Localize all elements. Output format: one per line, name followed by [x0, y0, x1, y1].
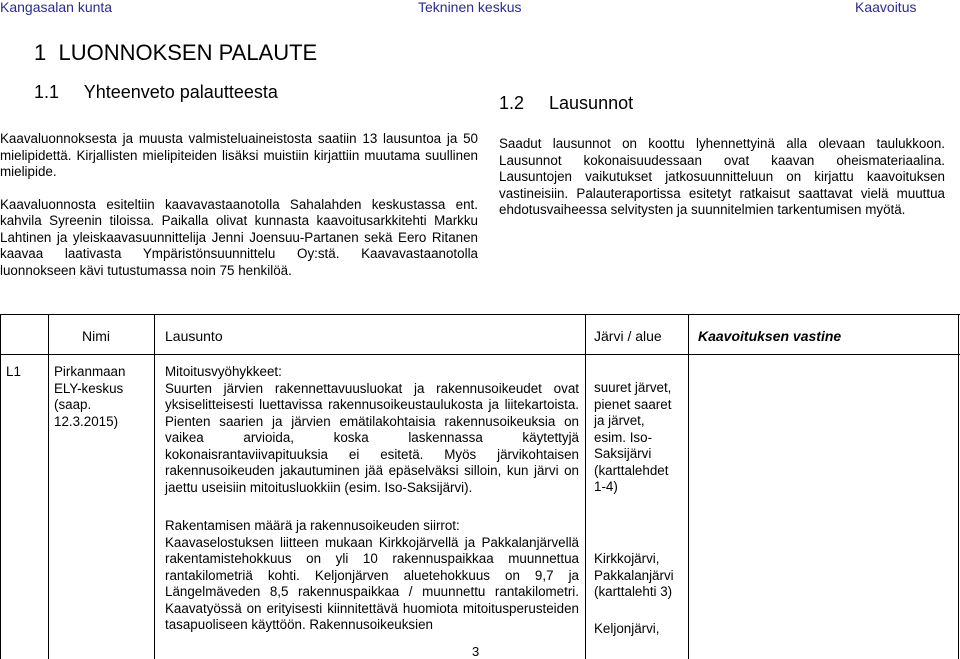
statement-block-construction: [165, 518, 579, 634]
row-name-line: 12.3.2015): [54, 413, 119, 429]
table-header-border: [0, 354, 960, 355]
lake-area-line: Saksijärvi: [594, 446, 652, 461]
page-number: 3: [472, 644, 480, 659]
heading-luonnoksen-palaute: 1 LUONNOKSEN PALAUTE: [34, 40, 318, 65]
lake-area-line: esim. Iso-: [594, 429, 653, 445]
lake-area-1: [594, 380, 686, 496]
statement-block-text: Kaavaselostuksen liitteen mukaan Kirkkojärvellä ja Pakkalanjärvellä rakentamistehokkuus on yli 10 rakennuspaikkaa muunnettua rantakilometriä kohti. Keljonjärven aluetehokkuus on 9,7 ja Längelmäveden 8,5 rakennuspaikkaa / muunnettu rantakilometri. Kaavatyössä on erityisesti kiinnitettävä huomiota mitoitusperusteiden tasapuoliseen käyttöön. Rakennusoikeuksien: [165, 534, 579, 632]
statement-block-title: Mitoitusvyöhykkeet:: [165, 364, 282, 379]
table-divider-4: [688, 314, 689, 659]
table-divider-1: [48, 314, 49, 659]
lake-area-line: pienet saaret: [594, 396, 672, 412]
row-name-line: ELY-keskus: [54, 380, 124, 396]
table-divider-2: [154, 314, 155, 659]
table-border-left: [0, 314, 1, 659]
row-name-line: Pirkanmaan: [54, 364, 126, 379]
page-header: [0, 0, 960, 20]
header-department: Tekninen keskus: [418, 0, 522, 15]
heading-yhteenveto: 1.1 Yhteenveto palautteesta: [34, 82, 278, 102]
column-header-nimi: Nimi: [82, 328, 110, 344]
lake-area-line: Pakkalanjärvi: [594, 567, 674, 583]
column-header-vastine: Kaavoituksen vastine: [698, 328, 842, 344]
header-unit: Kaavoitus: [855, 0, 917, 15]
statement-block-text: Suurten järvien rakennettavuusluokat ja rakennusoikeudet ovat yksiselitteisesti luettavissa rakennusoikeustaulukosta ja liitekartoista. Pienten saarien ja järvien emätilakohtaisia rakennusoikeuksia on vaikea arvioida, koska laskennassa käytettyjä kokonaisrantaviivapituuksia ei esitetä. Myös järvikohtaisen rakennusoikeuden jakautuminen jää epäselväksi silloin, kun järvi on jaettu useisiin mitoitusluokkiin (esim. Iso-Saksijärvi).: [165, 380, 579, 495]
table-top-border: [0, 314, 960, 315]
paragraph-statements: Saadut lausunnot on koottu lyhennettyinä alla olevaan taulukkoon. Lausunnot kokonaisuudessaan ovat kaavan oheismateriaalina. Lausuntojen vaikutukset jatkosuunnitteluun on kirjattu kaavoituksen vastineisiin. Palauteraportissa esitetyt ratkaisut saattavat vielä muuttua ehdotusvaiheessa selvitysten ja suunnitelmien tarkentumisen myötä.: [499, 136, 945, 217]
table-divider-3: [585, 314, 586, 659]
paragraph-summary: Kaavaluonnoksesta ja muusta valmisteluaineistosta saatiin 13 lausuntoa ja 50 mielipidettä. Kirjallisten mielipiteiden lisäksi muistiin kirjattiin muutama suullinen mielipide.: [0, 131, 478, 179]
heading-lausunnot: 1.2 Lausunnot: [499, 93, 634, 113]
statement-block-title: Rakentamisen määrä ja rakennusoikeuden siirrot:: [165, 518, 460, 533]
statement-block-dimensioning: [165, 364, 579, 496]
row-id: L1: [6, 364, 21, 379]
lake-area-line: 1-4): [594, 479, 618, 494]
paragraph-reception: Kaavaluonnosta esiteltiin kaavavastaanotolla Sahalahden keskustassa ent. kahvila Syreenin tiloissa. Paikalla olivat kunnasta kaavoitusarkkitehti Markku Lahtinen ja yleiskaavasuunnittelija Jenni Joensuu-Partanen sekä Eero Ritanen kaavaa laativasta Ympäristönsuunnittelu Oy:stä. Kaavavastaanotolla luonnokseen kävi tutustumassa noin 75 henkilöä.: [0, 196, 478, 278]
lake-area-line: Kirkkojärvi,: [594, 551, 660, 566]
section-1-2-body: [499, 136, 945, 219]
section-1-1-body: [0, 131, 478, 279]
column-header-lausunto: Lausunto: [165, 328, 223, 344]
row-name-line: (saap.: [54, 397, 92, 412]
column-header-jarvi: Järvi / alue: [594, 328, 662, 344]
lake-area-2: [594, 551, 686, 601]
row-name: [54, 364, 150, 430]
lake-area-line: suuret järvet,: [594, 380, 672, 395]
lake-area-line: (karttalehti 3): [594, 584, 673, 599]
table-border-right: [958, 314, 959, 659]
header-municipality: Kangasalan kunta: [0, 0, 113, 15]
lake-area-3: Keljonjärvi,: [594, 621, 660, 636]
lake-area-line: ja järvet,: [594, 413, 645, 428]
lake-area-line: (karttalehdet: [594, 462, 669, 478]
